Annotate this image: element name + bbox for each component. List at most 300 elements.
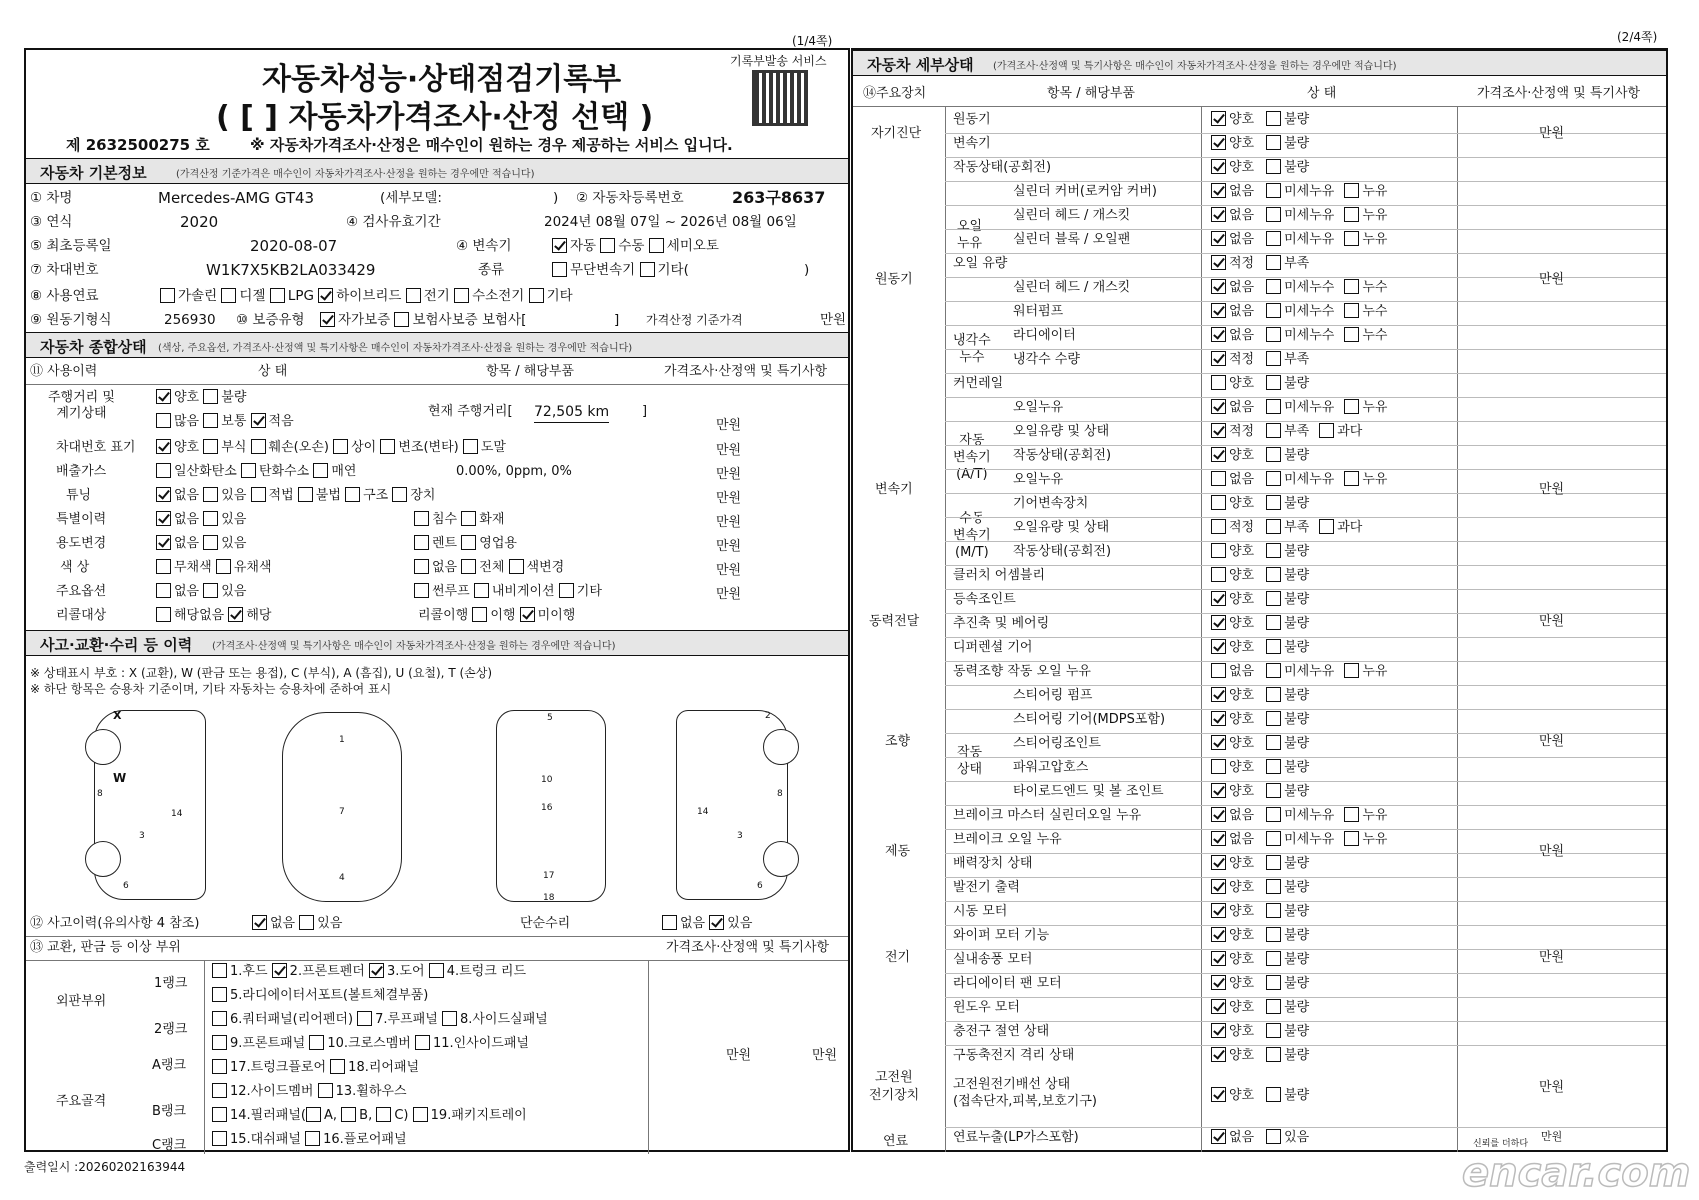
checkbox [1344,831,1359,846]
checkbox [1266,399,1281,414]
state-label: 미세누수 [1284,328,1335,343]
checkbox [1211,783,1226,798]
state-label: 양호 [1229,760,1255,775]
state-label: 누유 [1362,232,1388,247]
checkbox [1211,1047,1226,1062]
detail-item-label: 스티어링 펌프 [1013,688,1093,703]
detail-item-state [1211,230,1397,250]
detail-item-label: 스티어링조인트 [1013,736,1101,751]
checkbox [1211,351,1226,366]
state-label: 양호 [1229,736,1255,751]
checkbox [1266,351,1281,366]
state-label: 불량 [1284,568,1310,583]
state-label: 불량 [1284,736,1310,751]
state-label: 양호 [1229,880,1255,895]
state-label: 미세누유 [1284,208,1335,223]
state-label: 없음 [1229,232,1255,247]
state-label: 누유 [1362,808,1388,823]
state-label: 양호 [1229,136,1255,151]
state-label: 불량 [1284,760,1310,775]
detail-item-state [1211,566,1319,586]
checkbox [1211,687,1226,702]
general-state-header: 자동차 종합상태 (색상, 주요옵션, 가격조사·산정액 및 특기사항은 매수인이 자동차가격조사·산정을 원하는 경우에만 적습니다) [26,332,848,358]
state-label: 불량 [1284,448,1310,463]
checkbox [1266,663,1281,678]
detail-item-state [1211,1022,1319,1042]
checkbox [1211,903,1226,918]
detail-item-state [1211,806,1397,826]
checkbox [1266,1129,1281,1144]
checkbox [1211,759,1226,774]
detail-item-state [1211,638,1319,658]
state-label: 미세누유 [1284,232,1335,247]
checkbox [1211,735,1226,750]
detail-item-label: 오일유량 및 상태 [1013,424,1110,439]
state-label: 불량 [1284,688,1310,703]
detail-item-state [1211,110,1319,130]
checkbox [1344,303,1359,318]
detail-item-label: 등속조인트 [953,592,1016,607]
detail-item-label: 기어변속장치 [1013,496,1089,511]
checkbox [1211,615,1226,630]
detail-item-label: 원동기 [953,112,991,127]
checkbox [1211,951,1226,966]
page-number-right: (2/4쪽) [1617,30,1658,44]
service-notice: ※ 자동차가격조사·산정은 매수인이 원하는 경우 제공하는 서비스 입니다. [250,136,733,154]
detail-item-state [1211,350,1319,370]
detail-item-label: 동력조향 작동 오일 누유 [953,664,1091,679]
state-label: 적정 [1229,352,1255,367]
detail-item-state [1211,1128,1319,1148]
checkbox [1266,543,1281,558]
checkbox [1266,591,1281,606]
state-label: 누수 [1362,280,1388,295]
state-label: 불량 [1284,592,1310,607]
state-label: 불량 [1284,1000,1310,1015]
detail-item-label: 윈도우 모터 [953,1000,1020,1015]
state-label: 불량 [1284,976,1310,991]
price-survey-select: ( [ ] 자동차가격조사·산정 선택 ) [216,100,654,135]
state-label: 불량 [1284,136,1310,151]
detail-item-label: 파워고압호스 [1013,760,1089,775]
detail-item-state [1211,854,1319,874]
state-label: 과다 [1337,424,1363,439]
car-diagram-frame: 5 10 16 17 18 [496,710,606,902]
checkbox [1266,735,1281,750]
state-label: 부족 [1284,424,1310,439]
checkbox [1211,927,1226,942]
detail-item-label: 실린더 헤드 / 개스킷 [1013,280,1131,295]
state-label: 미세누유 [1284,808,1335,823]
state-label: 없음 [1229,184,1255,199]
state-label: 없음 [1229,832,1255,847]
state-label: 양호 [1229,568,1255,583]
section-note: (가격산정 기준가격은 매수인이 자동차가격조사·산정을 원하는 경우에만 적습니다) [176,169,535,180]
checkbox [1266,447,1281,462]
state-label: 미세누유 [1284,400,1335,415]
state-label: 없음 [1229,280,1255,295]
checkbox [1211,375,1226,390]
checkbox [1266,303,1281,318]
checkbox [1211,303,1226,318]
checkbox [1344,207,1359,222]
accident-history-row: ⑫ 사고이력(유의사항 4 참조) 없음 있음 단순수리 없음 있음 [30,916,753,931]
state-label: 누유 [1362,400,1388,415]
checkbox [1344,279,1359,294]
state-label: 적정 [1229,256,1255,271]
checkbox [1211,159,1226,174]
page-number-left: (1/4쪽) [792,34,833,48]
state-label: 양호 [1229,856,1255,871]
detail-item-state [1211,326,1397,346]
checkbox [1266,783,1281,798]
checkbox [1344,807,1359,822]
detail-item-state [1211,374,1319,394]
section-title: 자동차 기본정보 [40,164,147,182]
detail-item-state [1211,686,1319,706]
checkbox [1266,855,1281,870]
checkbox [1344,663,1359,678]
detail-item-state [1211,206,1397,226]
left-page: 자동차성능·상태점검기록부 ( [ ] 자동차가격조사·산정 선택 ) 기록부발송 서비스 제 2632500275 호 ※ 자동차가격조사·산정은 매수인이 원하는 경우 제공하는 서비스 입니다. 자동차 기본정보 (가격산정 기준가격은 매수인이 자동차가격조사·산정을 원하는 경우에만 적습니다) ① 차명 Mercedes-AMG GT43 (세부모델: ) ② 자동차등록번호 263구8637 ③ 연식 2020 ④ 검사유효기간 2024년 08월 07일 ~ 2026년 08월 06일 ⑤ 최초등록일 2020-08-07 ④ 변속기 자동 수동 세미오토 ⑦ 차대번호 W1K7X5KB2LA033429 종류 무단변속기 기타( ) ⑧ 사용연료 가솔린 디젤 LPG 하이브리드 전기 수소전기 기타 ⑨ 원동기형식 256930 ⑩ 보증유형 자가보증 보험사보증 보험사[ ] 가격산정 기준가격 만원 자동차 종합상태 (색상, 주요옵션, 가격조사·산정액 및 특기사항은 매수인이 자동차가격조사·산정을 원하는 경우에만 적습니다) ⑪ 사용이력 상 태 항목 / 해당부품 가격조사·산정액 및 특기사항 주행거리 및 계기상태 양호 불량 많음 보통 적음 현재 주행거리[ 72,505 km ] 차대번호 표기 양호 부식 훼손(오손) 상이 변조(변타) 도말 배출가스 일산화탄소 탄화수소 매연 0.00%, 0ppm, 0% 튜닝 없음 있음 적법 불법 구조 장치 특별이력 없음 있음 침수 화재 용도변경 없음 있음 렌트 영업용 색 상 무채색 유채색 없음 전체 색변경 주요옵션 없음 있음 썬루프 내비게이션 기타 리콜대상 해당없음 해당 리콜이행 이행 미이행 만원 만원 만원 만원 만원 만원 만원 만원 사고·교환·수리 등 이력 (가격조사·산정액 및 특기사항은 매수인이 자동차가격조사·산정을 원하는 경우에만 적습니다) ※ 상태표시 부호 : X (교환), W (판금 또는 용접), C (부식), A (흠집), U (요철), T (손상) ※ 하단 항목은 승용차 기준이며, 기타 자동차는 승용차에 준하여 표시 X W 3 6 14 8 1 7 4 5 10 16 17 18 2 3 6 14 8 ⑫ 사고이력(유의사항 4 참조) 없음 있음 단순수리 없음 있음 ⑬ 교환, 판금 등 이상 부위 가격조사·산정액 및 특기사항 외판부위 주요골격 1랭크 2랭크 A랭크 B랭크 C랭크 1.후드 2.프론트펜더 3.도어 4.트렁크 리드 5.라디에이터서포트(볼트체결부품) 6.쿼터패널(리어펜더) 7.루프패널 8.사이드실패널 9.프론트패널 10.크로스멤버 11.인사이드패널 17.트렁크플로어 18.리어패널 12.사이드멤버 13.휠하우스 14.필러패널( A, B, C) 19.패키지트레이 15.대쉬패널 16.플로어패널 만원 만원 [24,48,850,1152]
checkbox [1211,135,1226,150]
checkbox [1211,855,1226,870]
car-name: Mercedes-AMG GT43 [158,189,315,207]
detail-item-label: 실린더 블록 / 오일팬 [1013,232,1131,247]
detail-header: 자동차 세부상태 (가격조사·산정액 및 특기사항은 매수인이 자동차가격조사·산정을 원하는 경우에만 적습니다) [853,50,1666,76]
detail-item-state: 양호 불량 [1211,1086,1309,1106]
detail-item-label: 고전원전기배선 상태 (접속단자,피복,보호기구) [953,1077,1097,1109]
detail-item-state [1211,926,1319,946]
state-label: 누수 [1362,328,1388,343]
state-label: 불량 [1284,1048,1310,1063]
state-label: 양호 [1229,112,1255,127]
state-label: 양호 [1229,904,1255,919]
checkbox [1211,255,1226,270]
detail-item-state [1211,446,1319,466]
state-label: 없음 [1229,304,1255,319]
state-label: 양호 [1229,688,1255,703]
state-label: 양호 [1229,496,1255,511]
detail-item-label: 구동축전지 격리 상태 [953,1048,1075,1063]
checkbox [1211,831,1226,846]
car-diagram-right-side: 2 3 6 14 8 [676,710,788,900]
state-label: 양호 [1229,952,1255,967]
detail-item-state [1211,182,1397,202]
checkbox [1211,999,1226,1014]
state-label: 양호 [1229,640,1255,655]
checkbox [1266,471,1281,486]
detail-item-state [1211,278,1397,298]
checkbox [1266,759,1281,774]
checkbox [1319,519,1334,534]
state-label: 불량 [1284,880,1310,895]
checkbox [1266,567,1281,582]
state-label: 미세누유 [1284,184,1335,199]
state-label: 적정 [1229,520,1255,535]
detail-item-state [1211,782,1319,802]
checkbox [1266,1047,1281,1062]
checkbox [1211,111,1226,126]
checkbox [1211,543,1226,558]
checkbox [1266,327,1281,342]
state-label: 누수 [1362,304,1388,319]
mileage-label: 주행거리 및 계기상태 [48,390,115,421]
checkbox [1266,999,1281,1014]
checkbox [1319,423,1334,438]
checkbox [1266,927,1281,942]
detail-item-state [1211,518,1372,538]
state-label: 없음 [1229,808,1255,823]
checkbox [1211,399,1226,414]
car-diagram-left-side: X W 3 6 14 8 [94,710,206,900]
first-reg-row: ⑤ 최초등록일 2020-08-07 ④ 변속기 자동 수동 세미오토 [30,237,719,255]
checkbox [1344,183,1359,198]
state-label: 미세누수 [1284,280,1335,295]
detail-item-label: 오일누유 [1013,472,1064,487]
detail-item-label: 워터펌프 [1013,304,1064,319]
detail-item-state [1211,302,1397,322]
detail-item-state [1211,878,1319,898]
state-label: 없음 [1229,400,1255,415]
vin-row: ⑦ 차대번호 W1K7X5KB2LA033429 종류 무단변속기 기타( ) [30,261,810,279]
checkbox [1266,207,1281,222]
detail-item-state [1211,734,1319,754]
checkbox [1266,375,1281,390]
detail-item-label: 오일유량 및 상태 [1013,520,1110,535]
detail-item-label: 충전구 절연 상태 [953,1024,1050,1039]
state-label: 양호 [1229,976,1255,991]
checkbox [1266,807,1281,822]
state-label: 부족 [1284,256,1310,271]
state-label: 불량 [1284,1024,1310,1039]
detail-item-label: 타이로드엔드 및 볼 조인트 [1013,784,1164,799]
state-label: 미세누유 [1284,664,1335,679]
state-label: 없음 [1229,472,1255,487]
checkbox [1266,159,1281,174]
detail-item-state [1211,974,1319,994]
detail-item-label: 오일누유 [1013,400,1064,415]
detail-item-label: 브레이크 마스터 실린더오일 누유 [953,808,1142,823]
state-label: 누유 [1362,664,1388,679]
state-label: 없음 [1229,664,1255,679]
detail-item-label: 냉각수 수량 [1013,352,1080,367]
fuel-row: ⑧ 사용연료 가솔린 디젤 LPG 하이브리드 전기 수소전기 기타 [30,288,573,304]
checkbox [1266,279,1281,294]
checkbox [1266,135,1281,150]
checkbox [1266,495,1281,510]
detail-item-state [1211,710,1319,730]
checkbox [1266,639,1281,654]
state-label: 불량 [1284,376,1310,391]
checkbox [1266,231,1281,246]
state-label: 불량 [1284,160,1310,175]
state-label: 양호 [1229,784,1255,799]
state-label: 불량 [1284,496,1310,511]
state-label: 양호 [1229,1048,1255,1063]
checkbox [1211,447,1226,462]
state-label: 불량 [1284,904,1310,919]
checkbox [1211,327,1226,342]
checkbox [1211,471,1226,486]
detail-item-label: 변속기 [953,136,991,151]
detail-item-label: 실내송풍 모터 [953,952,1033,967]
checkbox [1211,519,1226,534]
checkbox [1211,975,1226,990]
state-label: 불량 [1284,856,1310,871]
state-label: 양호 [1229,616,1255,631]
checkbox [1211,231,1226,246]
detail-item-state [1211,422,1372,442]
detail-item-label: 배력장치 상태 [953,856,1033,871]
detail-item-state [1211,758,1319,778]
detail-item-state [1211,158,1319,178]
checkbox [1211,879,1226,894]
state-label: 불량 [1284,952,1310,967]
state-label: 불량 [1284,712,1310,727]
state-label: 양호 [1229,160,1255,175]
detail-item-label: 오일 유량 [953,256,1008,271]
detail-item-label: 실린더 커버(로커암 커버) [1013,184,1157,199]
state-label: 불량 [1284,544,1310,559]
detail-item-state [1211,470,1397,490]
checkbox [1211,1087,1226,1102]
checkbox [1266,711,1281,726]
state-label: 있음 [1284,1130,1310,1145]
state-label: 불량 [1284,112,1310,127]
checkbox [1266,423,1281,438]
state-label: 미세누유 [1284,472,1335,487]
state-label: 불량 [1284,640,1310,655]
checkbox [1211,207,1226,222]
general-columns: ⑪ 사용이력 상 태 항목 / 해당부품 가격조사·산정액 및 특기사항 [30,364,828,379]
detail-item-state [1211,998,1319,1018]
engine-type-row: ⑨ 원동기형식 256930 ⑩ 보증유형 자가보증 보험사보증 보험사[ ] 가격산정 기준가격 만원 [30,312,847,328]
checkbox [1344,231,1359,246]
doc-title: 자동차성능·상태점검기록부 [262,62,622,97]
detail-item-state [1211,950,1319,970]
basic-info-header [26,158,848,184]
checkbox [1211,663,1226,678]
checkbox [1211,279,1226,294]
checkbox [1344,471,1359,486]
state-label: 양호 [1229,544,1255,559]
encar-watermark: encar.com [1462,1150,1691,1196]
detail-item-label: 시동 모터 [953,904,1008,919]
checkbox [1266,255,1281,270]
checkbox [1211,495,1226,510]
state-label: 양호 [1229,448,1255,463]
detail-item-label: 브레이크 오일 누유 [953,832,1062,847]
state-label: 없음 [1229,208,1255,223]
state-label: 양호 [1229,1000,1255,1015]
right-page: 자동차 세부상태 (가격조사·산정액 및 특기사항은 매수인이 자동차가격조사·산정을 원하는 경우에만 적습니다) ⑭주요장치 항목 / 해당부품 상 태 가격조사·산정액 및 특기사항 자기진단 원동기 변속기 동력전달 조향 제동 전기 고전원 전기장치 연료 오일 누유 냉각수 누수 자동 변속기 (A/T) 수동 변속기 (M/T) 작동 상태 원동기 양호 불량 변속기 양호 불량 작동상태(공회전) 양호 불량 실린더 커버(로커암 커버) 없음 미세누유 누유 실린더 헤드 / 개스킷 없음 미세누유 누유 실린더 블록 / 오일팬 없음 미세누유 누유 오일 유량 적정 부족 실린더 헤드 / 개스킷 없음 미세누수 누수 워터펌프 없음 미세누수 누수 라디에이터 없음 미세누수 누수 냉각수 수량 적정 부족 커먼레일 양호 불량 오일누유 없음 미세누유 누유 오일유량 및 상태 적정 부족 과다 작동상태(공회전) 양호 불량 오일누유 없음 미세누유 누유 기어변속장치 양호 불량 오일유량 및 상태 적정 부족 과다 작동상태(공회전) 양호 불량 클러치 어셈블리 양호 불량 등속조인트 양호 불량 추진축 및 베어링 양호 불량 디퍼렌셜 기어 양호 불량 동력조향 작동 오일 누유 없음 미세누유 누유 스티어링 펌프 양호 불량 스티어링 기어(MDPS포함) 양호 불량 스티어링조인트 양호 불량 파워고압호스 양호 불량 타이로드엔드 및 볼 조인트 양호 불량 브레이크 마스터 실린더오일 누유 없음 미세누유 누유 브레이크 오일 누유 없음 미세누유 누유 배력장치 상태 양호 불량 발전기 출력 양호 불량 시동 모터 양호 불량 와이퍼 모터 기능 양호 불량 실내송풍 모터 양호 불량 라디에이터 팬 모터 양호 불량 윈도우 모터 양호 불량 충전구 절연 상태 양호 불량 구동축전지 격리 상태 양호 불량 연료누출(LP가스포함) 없음 있음 고전원전기배선 상태 (접속단자,피복,보호기구) 양호 불량 만원 만원 만원 만원 만원 만원 만원 만원 만원 신뢰를 더하다 [851,48,1668,1152]
state-label: 누유 [1362,184,1388,199]
checkbox [1211,591,1226,606]
checkbox [1211,807,1226,822]
state-label: 양호 [1229,928,1255,943]
checkbox [1211,1023,1226,1038]
checkbox [1211,183,1226,198]
detail-item-label: 와이퍼 모터 기능 [953,928,1050,943]
vin: W1K7X5KB2LA033429 [206,261,376,279]
state-label: 없음 [1229,328,1255,343]
qr-code[interactable] [752,70,808,126]
checkbox [1266,879,1281,894]
checkbox [1266,903,1281,918]
checkbox [1266,183,1281,198]
state-label: 양호 [1229,1024,1255,1039]
print-time: 출력일시 :20260202163944 [24,1160,186,1174]
detail-item-state [1211,830,1397,850]
plate-number: 263구8637 [732,188,826,207]
state-label: 없음 [1229,1130,1255,1145]
mileage-value: 72,505 km [534,402,609,423]
detail-item-label: 디퍼렌셜 기어 [953,640,1033,655]
detail-item-label: 연료누출(LP가스포함) [953,1130,1079,1145]
checkbox [1211,423,1226,438]
checkbox [1211,567,1226,582]
detail-item-label: 커먼레일 [953,376,1004,391]
state-label: 적정 [1229,424,1255,439]
exchange-row: ⑬ 교환, 판금 등 이상 부위 가격조사·산정액 및 특기사항 [30,940,830,955]
checkbox [1266,975,1281,990]
detail-item-label: 추진축 및 베어링 [953,616,1050,631]
state-label: 미세누수 [1284,304,1335,319]
detail-item-state [1211,134,1319,154]
state-label: 불량 [1284,928,1310,943]
state-label: 미세누유 [1284,832,1335,847]
checkbox [1266,111,1281,126]
detail-item-label: 작동상태(공회전) [953,160,1052,175]
state-label: 과다 [1337,520,1363,535]
detail-item-state [1211,662,1397,682]
state-label: 누유 [1362,472,1388,487]
accident-header: 사고·교환·수리 등 이력 (가격조사·산정액 및 특기사항은 매수인이 자동차가격조사·산정을 원하는 경우에만 적습니다) [26,630,848,656]
detail-item-label: 클러치 어셈블리 [953,568,1046,583]
car-name-row: ① 차명 Mercedes-AMG GT43 (세부모델: ) ② 자동차등록번호 263구8637 [30,188,826,207]
checkbox [1266,687,1281,702]
state-label: 누유 [1362,832,1388,847]
detail-item-label: 작동상태(공회전) [1013,448,1112,463]
checkbox [1266,831,1281,846]
state-label: 불량 [1284,784,1310,799]
checkbox [1266,1087,1281,1102]
detail-item-state [1211,1046,1319,1066]
doc-number: 제 2632500275 호 [66,136,210,154]
record-service-label: 기록부발송 서비스 [730,54,827,68]
detail-item-label: 라디에이터 팬 모터 [953,976,1062,991]
state-label: 누유 [1362,208,1388,223]
state-label: 부족 [1284,352,1310,367]
checkbox [1344,399,1359,414]
detail-item-state [1211,398,1397,418]
checkbox [1266,951,1281,966]
state-label: 부족 [1284,520,1310,535]
state-label: 양호 [1229,376,1255,391]
checkbox [1266,615,1281,630]
car-diagram-top: 1 7 4 [282,712,402,902]
detail-item-label: 발전기 출력 [953,880,1020,895]
detail-item-label: 작동상태(공회전) [1013,544,1112,559]
model-year-row: ③ 연식 2020 ④ 검사유효기간 2024년 08월 07일 ~ 2026년 08월 06일 [30,213,797,231]
checkbox [1344,327,1359,342]
detail-item-label: 라디에이터 [1013,328,1076,343]
state-label: 양호 [1229,712,1255,727]
detail-item-state [1211,614,1319,634]
detail-item-state [1211,590,1319,610]
detail-item-label: 실린더 헤드 / 개스킷 [1013,208,1131,223]
